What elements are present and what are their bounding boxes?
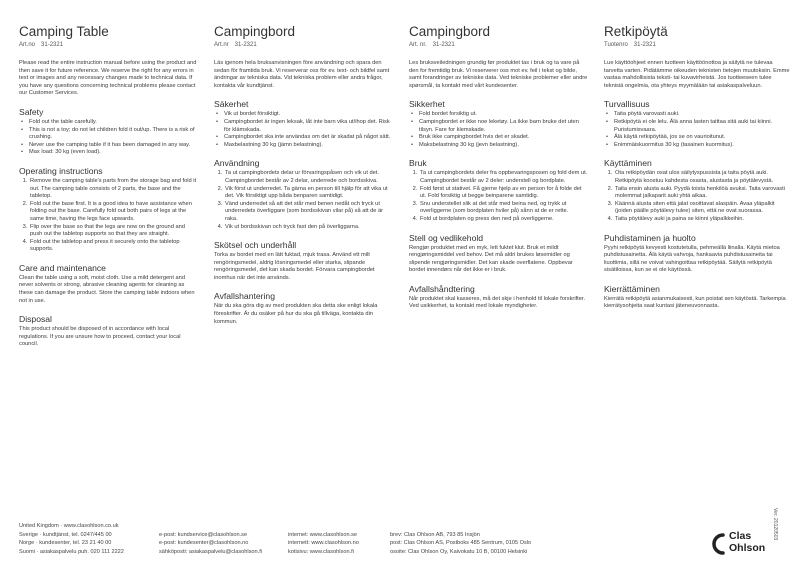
logo-text-line2: Ohlson — [729, 542, 766, 554]
list-item: 4. Fold ut bordplaten og press den ned på overliggerne. — [419, 216, 589, 224]
section-heading: Bruk — [409, 158, 427, 169]
list-item: 1. Ta ut campingbordets delar ur förvaringspåsen och vik ut det. Campingbordet består av 2 delar, underrede och bordsskiva. — [224, 170, 394, 185]
list-item: 3. Flip over the base so that the legs are now on the ground and push out the tabletop supports so that they are straight. — [29, 224, 197, 239]
intro-text: Läs igenom hela bruksanvisningen före användning och spara den sedan för framtida bruk. Vi reserverar oss för ev. text- och bildfel samt ändringar av tekniska data. Vid tekniska problem eller andra frågor, kontakta vår kundtjänst. — [214, 60, 390, 89]
bullet-list — [409, 111, 589, 149]
section-operating — [19, 166, 197, 254]
section-text: Pyyhi retkipöytä kevyesti kostutetulla, pehmeällä liinalla. Käytä mietoa puhdistusainetta. Älä käytä vahvoja, hankaavia puhdistusaineita tai liuottimia, sillä ne voivat vahingoittaa retkipöytää. Säilytä retkipöytä sisätiloissa, kun se ei ole käytössä. — [604, 244, 780, 274]
page-title: Campingbord — [214, 24, 296, 39]
footer-addresses — [390, 522, 531, 556]
list-item: • Enimmäiskuormitus 30 kg (tasainen kuormitus). — [614, 142, 790, 150]
section-heading: Kierrättäminen — [604, 283, 660, 294]
intro-text: Please read the entire instruction manual before using the product and then save it for future reference. We reserve the right for any errors in text or images and any necessary changes made to technical data. If you have any questions concerning technical problems please contact our Customer Services. — [19, 60, 197, 97]
list-item: • Max load: 30 kg (even load). — [29, 149, 197, 157]
list-item: • Bruk ikke campingbordet hvis det er skadet. — [419, 134, 589, 142]
footer-line: internet: www.clasohlson.se — [288, 531, 358, 538]
section-heading: Skötsel och underhåll — [214, 240, 297, 251]
bullet-list — [19, 119, 197, 157]
section-text: Torka av bordet med en lätt fuktad, mjuk trasa. Använd ett milt rengöringsmedel, aldrig lösningsmedel eller starka, slipande rengöringsmedel, det kan skada bordet. Förvara campingbordet inomhus när det inte används. — [214, 252, 375, 281]
section-safety — [604, 99, 790, 149]
section-heading: Säkerhet — [214, 99, 249, 110]
column-finnish — [604, 24, 790, 320]
list-item: 4. Taita pöytälevy auki ja paina se kiinni yläpalkkeihin. — [614, 216, 790, 224]
section-safety — [214, 99, 394, 149]
footer-line — [159, 522, 262, 531]
section-heading: Avfallshåndtering — [409, 283, 475, 294]
footer-line: post: Clas Ohlson AS, Postboks 485 Sentrum, 0105 Oslo — [390, 540, 532, 547]
list-item: • Maxbelastning 30 kg (jämn belastning). — [224, 142, 394, 150]
footer-line: sähköposti: asiakaspalvelu@clasohlson.fi — [159, 548, 263, 555]
list-item: • Never use the camping table if it has been damaged in any way. — [29, 142, 197, 150]
article-number: Art.nr 31-2321 — [214, 42, 257, 48]
column-swedish — [214, 24, 394, 335]
section-text: This product should be disposed of in accordance with local regulations. If you are unsure how to proceed, contact your local council. — [19, 326, 181, 348]
clas-ohlson-logo — [709, 529, 789, 561]
page-title: Camping Table — [19, 24, 109, 39]
footer-line: e-post: kundesenter@clasohlson.no — [159, 540, 249, 547]
list-item: 2. Taita ensin alusta auki. Pyydä toista henkilöä avuksi. Taita varovasti molemmat jalkaparit auki yhtä aikaa. — [614, 186, 790, 201]
bullet-list — [604, 111, 790, 149]
section-heading: Stell og vedlikehold — [409, 232, 484, 243]
intro-text: Les bruksveiledningen grundig før produktet tas i bruk og ta vare på den for fremtidig bruk. Vi reserverer oss mot ev. feil i tekst og bilde, samt forandringer av tekniske data. Ved tekniske problemer eller andre spørsmål, ta kontakt med vårt kundesenter. — [409, 60, 588, 89]
section-heading: Käyttäminen — [604, 158, 652, 169]
footer-line: brev: Clas Ohlson AB, 793 85 Insjön — [390, 531, 480, 538]
list-item: • Retkipöytä ei ole lelu. Älä anna lasten taittaa sitä auki tai kiinni. Puristumisvaara. — [614, 119, 790, 134]
list-item: 1. Remove the camping table's parts from the storage bag and fold it out. The camping table consists of 2 parts, the base and the tabletop. — [29, 178, 197, 201]
footer-line: Suomi · asiakaspalvelu puh. 020 111 2222 — [19, 548, 124, 555]
intro-text: Lue käyttöohjeet ennen tuotteen käyttöönottoa ja säilytä ne tulevaa tarvetta varten. Pidätämme oikeuden teknisten tietojen muutoksiin. Emme vastaa mahdollisista teksti- tai kuvavirheistä. Jos tuotteeseen tulee teknisiä ongelmia, ota yhteys myymälään tai asiakaspalveluun. — [604, 60, 790, 89]
list-item: • Fold bordet forsiktig ut. — [419, 111, 589, 119]
list-item: • Maksbelastning 30 kg (jevn belastning). — [419, 142, 589, 150]
logo-text-line1: Clas — [729, 530, 752, 542]
section-care — [214, 240, 394, 282]
footer-line: e-post: kundservice@clasohlson.se — [159, 531, 248, 538]
footer-line: Sverige · kundtjänst, tel. 0247/445 00 — [19, 531, 112, 538]
section-heading: Safety — [19, 106, 44, 117]
article-number: Tuotenro 31-2321 — [604, 42, 656, 48]
list-item: 4. Vik ut bordsskivan och tryck fast den på överliggarna. — [224, 224, 394, 232]
section-heading: Care and maintenance — [19, 262, 106, 273]
numbered-list — [409, 170, 589, 223]
section-safety — [19, 107, 197, 157]
section-heading: Avfallshantering — [214, 291, 275, 302]
list-item: 3. Käännä alusta siten että jalat osoittavat alaspäin. Avaa yläpalkit (joiden päälle pöytälevy tulee) siten, että ne ovat suorassa. — [614, 201, 790, 216]
section-heading: Sikkerhet — [409, 99, 445, 110]
footer-line: internett: www.clasohlson.no — [288, 540, 359, 547]
list-item: • Vik ut bordet försiktigt. — [224, 111, 394, 119]
footer-line: Norge · kundesenter, tel. 23 21 40 00 — [19, 540, 112, 547]
footer-emails — [159, 522, 262, 556]
section-text: När du ska göra dig av med produkten ska detta ske enligt lokala föreskrifter. Är du osäker på hur du ska gå tillväga, kontakta din kommun. — [214, 303, 378, 325]
section-disposal — [19, 314, 197, 349]
page-title: Retkipöytä — [604, 24, 668, 39]
section-operating — [604, 158, 790, 223]
list-item: 1. Ota retkipöydän osat ulos säilytyspussista ja taita pöytä auki. Retkipöytä koostuu kahdesta osasta, alustasta ja pöytälevystä. — [614, 170, 790, 185]
list-item: • Fold out the table carefully. — [29, 119, 197, 127]
footer-websites — [288, 522, 359, 556]
list-item: • Campingbordet ska inte användas om det är skadat på något sätt. — [224, 134, 394, 142]
list-item: 2. Fold først ut stativet. Få gjerne hjelp av en person for å folde det ut. Fold forsiktig ut begge beinparene samtidig. — [419, 186, 589, 201]
section-care — [409, 233, 589, 275]
list-item: 2. Vik först ut underredet. Ta gärna en person till hjälp för att vika ut det. Vik försiktigt upp båda benparen samtidigt. — [224, 186, 394, 201]
section-care — [604, 233, 790, 275]
footer-line: United Kingdom · www.clasohlson.co.uk — [19, 523, 119, 529]
section-heading: Operating instructions — [19, 165, 103, 176]
footer-line: kotisivu: www.clasohlson.fi — [288, 548, 354, 555]
logo-mark-icon — [709, 531, 727, 557]
section-heading: Disposal — [19, 314, 52, 325]
section-operating — [214, 158, 394, 231]
version-label: Ver. 20120503 — [772, 508, 778, 541]
article-number: Art. nr. 31-2321 — [409, 42, 455, 48]
page-title: Campingbord — [409, 24, 491, 39]
list-item: 2. Fold out the base first. It is a good idea to have assistance when folding out the base. Carefully fold out both pairs of legs at the same time, having the legs face upwards. — [29, 201, 197, 224]
list-item: • Campingbordet er ikke noe leketøy. La ikke barn bruke det uten tilsyn. Fare for klemskade. — [419, 119, 589, 134]
list-item: 4. Fold out the tabletop and press it securely onto the tabletop supports. — [29, 239, 197, 254]
list-item: • This is not a toy; do not let children fold it out/up. There is a risk of crushing. — [29, 127, 197, 142]
article-number: Art.no 31-2321 — [19, 42, 64, 48]
section-disposal — [604, 284, 790, 311]
section-care — [19, 263, 197, 305]
footer-countries — [19, 522, 124, 556]
section-text: Rengjør produktet med en myk, lett fuktet klut. Bruk et mildt rengjøringsmiddel ved behov. Det må aldri brukes løsemidler og slipende rengjøringsmidler. Det kan skade overflatene. Oppbevar bordet innendørs når det ikke er i bruk. — [409, 244, 573, 274]
section-heading: Puhdistaminen ja huolto — [604, 232, 696, 243]
numbered-list — [214, 170, 394, 231]
section-text: Kierrätä retkipöytä asianmukaisesti, kun poistat sen käytöstä. Tarkempia kierrätysohjeita saat kuntasi jäteneuvonnasta. — [604, 295, 786, 310]
list-item: • Älä käytä retkipöytää, jos se on vaurioitunut. — [614, 134, 790, 142]
section-heading: Användning — [214, 158, 260, 169]
numbered-list — [604, 170, 790, 223]
footer-line — [390, 522, 531, 531]
section-text: Når produktet skal kasseres, må det skje i henhold til lokale forskrifter. Ved usikkerhet, ta kontakt med lokale myndigheter. — [409, 295, 586, 310]
bullet-list — [214, 111, 394, 149]
column-english — [19, 24, 197, 358]
section-heading: Turvallisuus — [604, 99, 650, 110]
section-safety — [409, 99, 589, 149]
list-item: • Taita pöytä varovasti auki. — [614, 111, 790, 119]
column-norwegian — [409, 24, 589, 320]
section-operating — [409, 158, 589, 223]
section-disposal — [409, 284, 589, 311]
footer-line: osoite: Clas Ohlson Oy, Kaivokatu 10 B, 00100 Helsinki — [390, 548, 528, 555]
list-item: 3. Vänd underredet så att det står med benen nedåt och tryck ut underredets överliggare (som bordsskivan vilar på) så att de är raka. — [224, 201, 394, 224]
numbered-list — [19, 178, 197, 254]
footer-line — [288, 522, 359, 531]
list-item: • Campingbordet är ingen leksak, låt inte barn vika ut/ihop det. Risk för klämskada. — [224, 119, 394, 134]
list-item: 1. Ta ut campingbordets deler fra oppbevaringsposen og fold dem ut. Campingbordet består av 2 deler: understell og bordplate. — [419, 170, 589, 185]
section-disposal — [214, 291, 394, 326]
section-text: Clean the table using a soft, moist cloth. Use a mild detergent and never solvents or strong, abrasive cleaning agents for cleaning as these can damage the product. Store the camping table indoors when not in use. — [19, 274, 195, 304]
list-item: 3. Snu understellet slik at det står med beina ned, og trykk ut overliggerne (som bordplaten hviler på) sånn at de er rette. — [419, 201, 589, 216]
